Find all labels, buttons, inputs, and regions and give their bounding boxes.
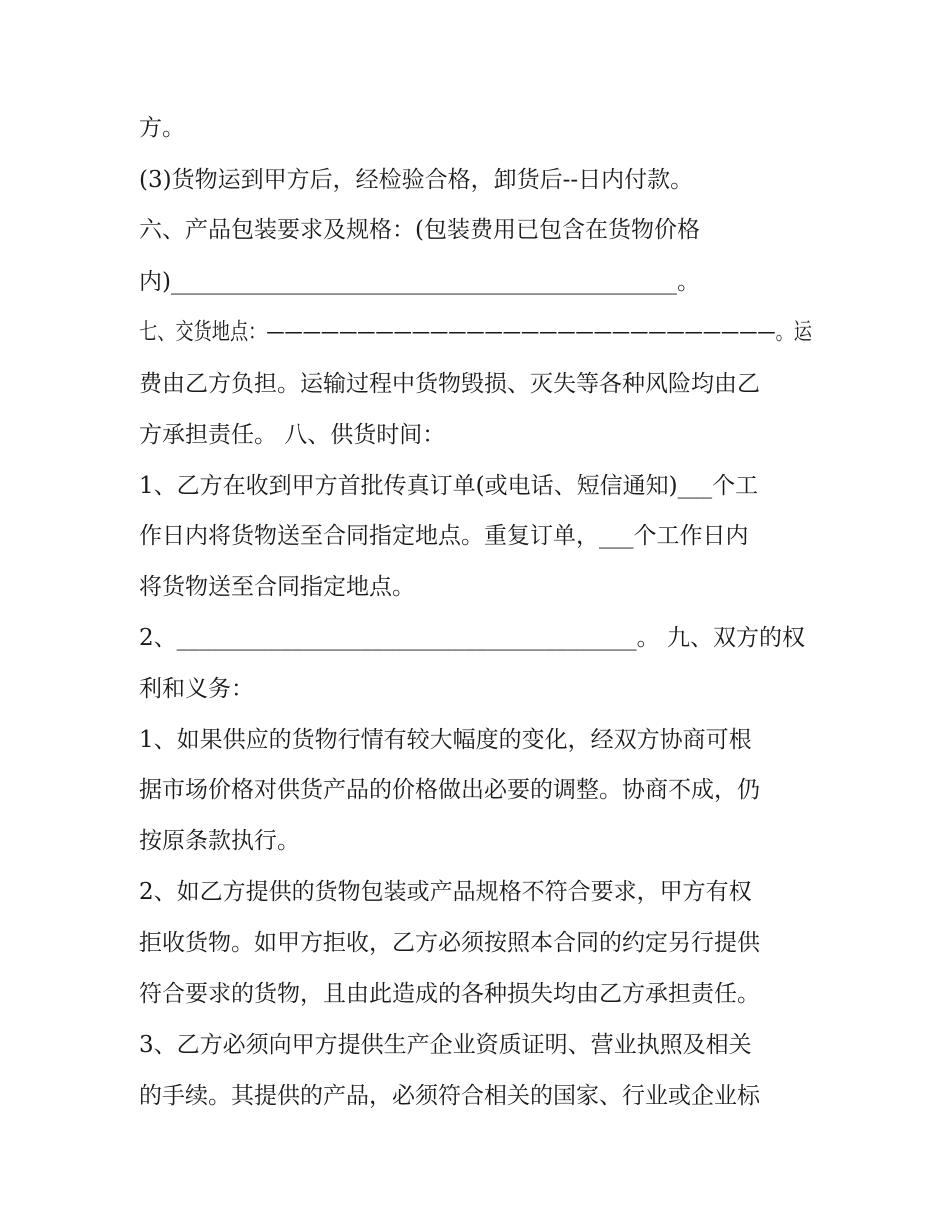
text-line: 方承担责任。 八、供货时间： bbox=[139, 422, 446, 448]
text-line: 3、乙方必须向甲方提供生产企业资质证明、营业执照及相关 bbox=[139, 1032, 752, 1058]
text-line: 七、交货地点：————————————————————————————。运 bbox=[139, 319, 812, 345]
text-line: 符合要求的货物，且由此造成的各种损失均由乙方承担责任。 bbox=[139, 981, 760, 1007]
text-line: 1、乙方在收到甲方首批传真订单(或电话、短信通知)___个工 bbox=[139, 473, 759, 499]
text-line: 1、如果供应的货物行情有较大幅度的变化，经双方协商可根 bbox=[139, 727, 752, 753]
text-line: 利和义务： bbox=[139, 676, 254, 702]
text-line: 作日内将货物送至合同指定地点。重复订单，___个工作日内 bbox=[139, 523, 749, 549]
text-line: (3)货物运到甲方后，经检验合格，卸货后--日内付款。 bbox=[139, 167, 694, 193]
text-line: 将货物送至合同指定地点。 bbox=[139, 574, 415, 600]
text-line: 内)____________________________________________。 bbox=[139, 269, 700, 295]
text-line: 2、________________________________________。 九、双方的权 bbox=[139, 625, 805, 651]
text-line: 按原条款执行。 bbox=[139, 828, 300, 854]
text-line: 据市场价格对供货产品的价格做出必要的调整。协商不成，仍 bbox=[139, 777, 760, 803]
text-line: 六、产品包装要求及规格：(包装费用已包含在货物价格 bbox=[139, 217, 700, 243]
text-line: 2、如乙方提供的货物包装或产品规格不符合要求，甲方有权 bbox=[139, 879, 752, 905]
text-line: 费由乙方负担。运输过程中货物毁损、灭失等各种风险均由乙 bbox=[139, 371, 760, 397]
text-line: 拒收货物。如甲方拒收，乙方必须按照本合同的约定另行提供 bbox=[139, 930, 760, 956]
text-line: 的手续。其提供的产品，必须符合相关的国家、行业或企业标 bbox=[139, 1083, 760, 1109]
text-line: 方。 bbox=[139, 115, 185, 141]
